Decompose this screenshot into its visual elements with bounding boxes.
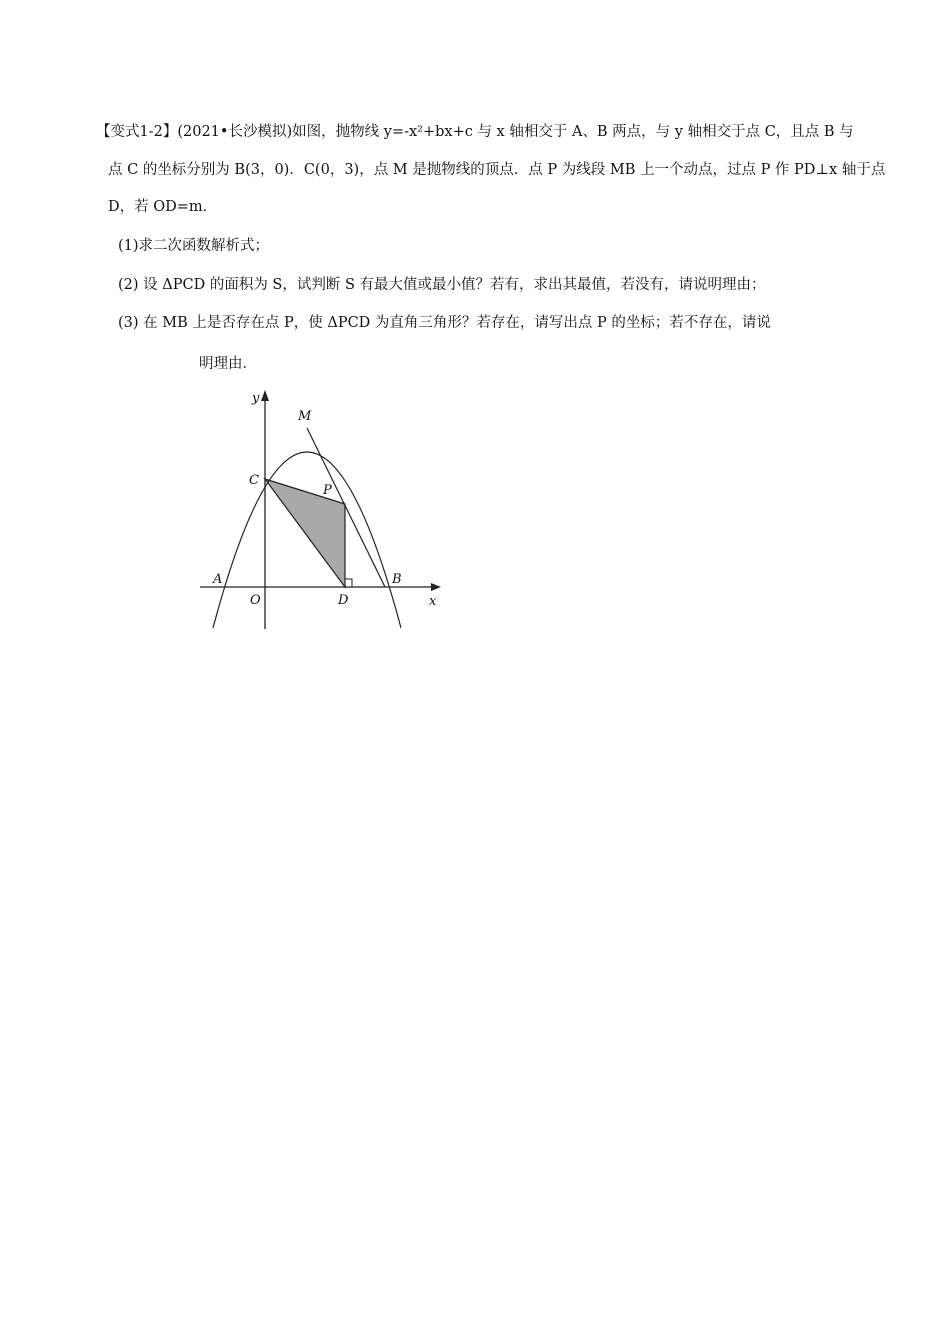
question-3-continued: 明理由． bbox=[199, 356, 257, 372]
parabola-figure bbox=[195, 386, 455, 636]
problem-line-2: 点 C 的坐标分别为 B(3，0)．C(0，3)，点 M 是抛物线的顶点．点 P 为线段 MB 上一个动点，过点 P 作 PD⊥x 轴于点 bbox=[108, 162, 886, 178]
label-x: x bbox=[429, 594, 437, 609]
label-o: O bbox=[250, 593, 261, 608]
label-m: M bbox=[298, 409, 312, 424]
label-d: D bbox=[338, 593, 349, 608]
parabola-curve bbox=[213, 452, 401, 628]
question-2: (2) 设 ΔPCD 的面积为 S，试判断 S 有最大值或最小值？若有，求出其最值，若没有，请说明理由； bbox=[118, 277, 766, 293]
parabola-diagram bbox=[195, 386, 455, 636]
question-1: (1)求二次函数解析式； bbox=[118, 238, 270, 254]
triangle-pcd bbox=[265, 479, 345, 587]
problem-line-3: D，若 OD=m． bbox=[108, 199, 218, 215]
label-p: P bbox=[323, 483, 332, 498]
right-angle-mark bbox=[345, 579, 352, 587]
x-axis-arrow bbox=[431, 583, 441, 591]
label-b: B bbox=[392, 572, 402, 587]
y-axis-arrow bbox=[261, 390, 269, 401]
question-3: (3) 在 MB 上是否存在点 P，使 ΔPCD 为直角三角形？若存在，请写出点 P 的坐标；若不存在，请说 bbox=[118, 315, 771, 331]
label-y: y bbox=[252, 391, 260, 406]
label-a: A bbox=[213, 572, 223, 587]
problem-line-1: 【变式1-2】(2021•长沙模拟)如图，抛物线 y=-x²+bx+c 与 x 轴相交于 A、B 两点，与 y 轴相交于点 C，且点 B 与 bbox=[96, 124, 854, 140]
label-c: C bbox=[249, 473, 259, 488]
